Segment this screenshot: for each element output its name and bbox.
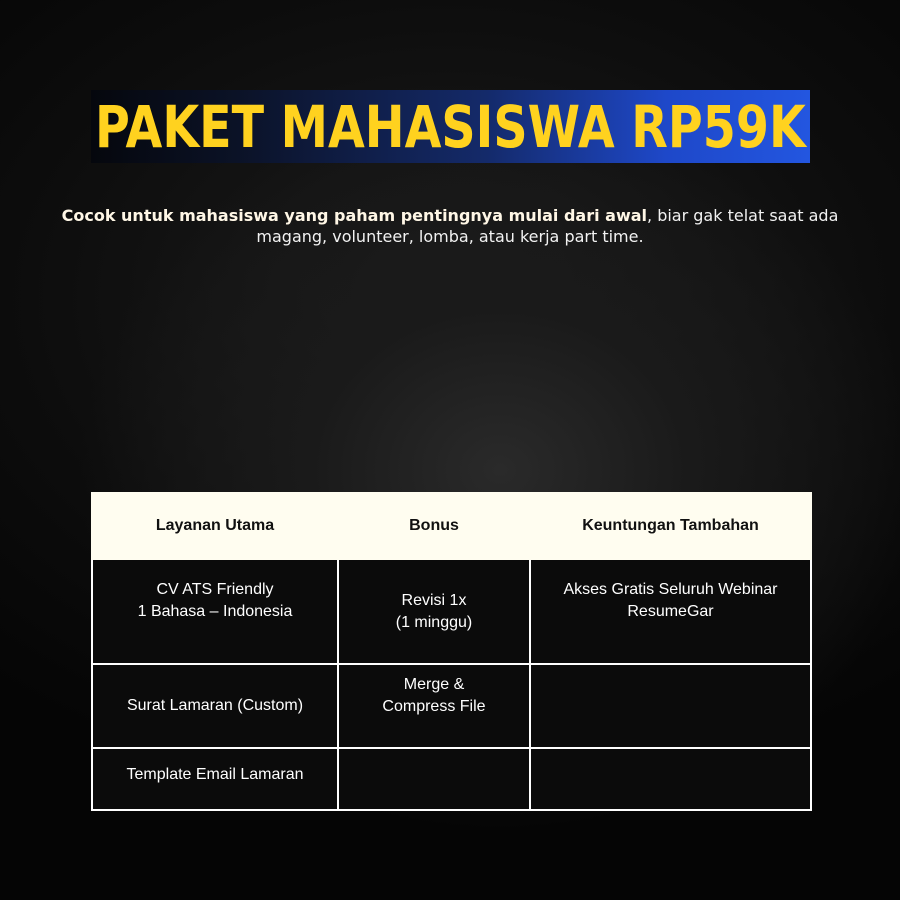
cell-text: Merge &	[403, 676, 465, 693]
subtitle-highlight: Cocok untuk mahasiswa yang paham pentingnya mulai dari awal	[61, 206, 648, 225]
header-keuntungan-tambahan: Keuntungan Tambahan	[530, 493, 811, 559]
cell-text: ResumeGar	[627, 602, 714, 620]
subtitle-rest: , biar gak telat saat ada magang, volunteer, lomba, atau kerja part time.	[256, 206, 839, 246]
header-layanan-utama: Layanan Utama	[92, 493, 338, 559]
cell-bonus	[338, 748, 530, 810]
table-header-row	[92, 493, 811, 559]
cell-text: Akses Gratis Seluruh Webinar	[563, 580, 778, 598]
cell-text: (1 minggu)	[395, 613, 473, 631]
cell-bonus	[338, 559, 530, 664]
cell-layanan	[92, 664, 338, 748]
cell-layanan	[92, 559, 338, 664]
cell-text: 1 Bahasa – Indonesia	[137, 602, 293, 620]
cell-bonus	[338, 664, 530, 748]
table-row	[92, 748, 811, 810]
package-table	[91, 492, 810, 811]
cell-keuntungan	[530, 748, 811, 810]
cell-text: Compress File	[382, 698, 486, 715]
cell-text: Surat Lamaran (Custom)	[126, 697, 304, 714]
cell-text: CV ATS Friendly	[156, 580, 274, 598]
cell-layanan	[92, 748, 338, 810]
cell-keuntungan	[530, 664, 811, 748]
cell-text: Template Email Lamaran	[126, 766, 304, 783]
header-bonus: Bonus	[338, 493, 530, 559]
table-row	[92, 559, 811, 664]
page-title: PAKET MAHASISWA RP59K	[95, 92, 806, 161]
table-row	[92, 664, 811, 748]
cell-keuntungan	[530, 559, 811, 664]
subtitle	[60, 205, 840, 247]
title-banner	[91, 90, 810, 163]
cell-text: Revisi 1x	[401, 591, 467, 609]
